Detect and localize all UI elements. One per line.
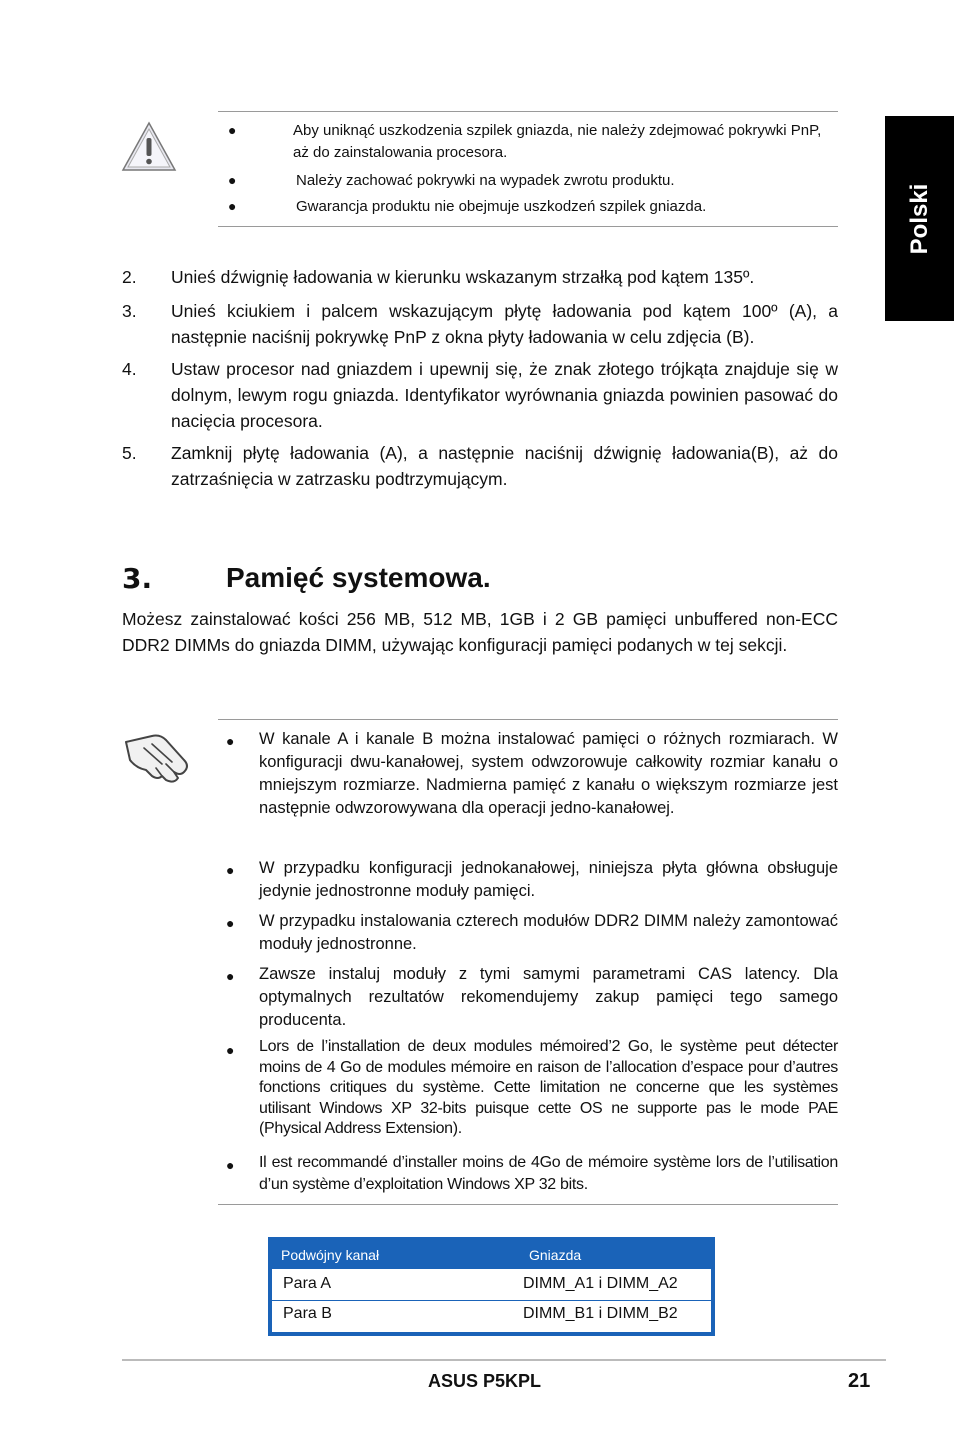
table-header-sockets: Gniazda <box>529 1247 582 1263</box>
note-item: W przypadku instalowania czterech modułów DDR2 DIMM należy zamontować moduły jednostronne. <box>259 912 838 953</box>
note-item: W kanale A i kanale B można instalować pamięci o różnych rozmiarach. W konfiguracji dwu-kanałowej, system odwzorowuje całkowity rozmiar kanału o mniejszym rozmiarze. Nadmierna pamięć z kanału o większym rozmiarze jest następnie odwzorowywana dla operacji jedno-kanałowej. <box>259 730 838 817</box>
table-cell: Para B <box>283 1305 332 1322</box>
table-cell: DIMM_B1 i DIMM_B2 <box>523 1305 678 1322</box>
dimm-table <box>268 1237 715 1336</box>
section-title: Pamięć systemowa. <box>226 562 491 593</box>
page-number: 21 <box>848 1370 871 1392</box>
bullet-dot: ● <box>226 1042 235 1058</box>
bullet-dot: ● <box>228 198 237 214</box>
caution-bullet-3: Gwarancja produktu nie obejmuje uszkodzeń szpilek gniazda. <box>296 198 707 215</box>
section-number: 3. <box>122 562 153 595</box>
note-bottom-rule <box>218 1204 838 1205</box>
step-text: Unieś kciukiem i palcem wskazującym płytę ładowania pod kątem 100º (A), a następnie naciśnij pokrywkę PnP z okna płyty ładowania w celu zdjęcia (B). <box>171 301 838 347</box>
language-tab-label: Polski <box>905 183 933 254</box>
section-intro: Możesz zainstalować kości 256 MB, 512 MB, 1GB i 2 GB pamięci unbuffered non-ECC DDR2 DIMMs do gniazda DIMM, używając konfiguracji pamięci podanych w tej sekcji. <box>122 609 838 655</box>
step-number: 4. <box>122 359 137 379</box>
note-item: Zawsze instaluj moduły z tymi samymi parametrami CAS latency. Dla optymalnych rezultatów rekomendujemy zakup pamięci tego samego producenta. <box>259 965 838 1029</box>
bullet-dot: ● <box>226 1157 235 1173</box>
bullet-dot: ● <box>228 172 237 188</box>
note-item: Il est recommandé d’installer moins de 4Go de mémoire système lors de l’utilisation d’un système d’exploitation Windows XP 32 bits. <box>259 1154 838 1193</box>
table-header-channel: Podwójny kanał <box>281 1247 380 1263</box>
step-number: 5. <box>122 443 137 463</box>
caution-bottom-rule <box>218 226 838 227</box>
note-item: Lors de l’installation de deux modules mémoired’2 Go, le système peut détecter moins de 4 Go de modules mémoire en raison de l’allocation d’espace pour d’autres fonctions critiques du système. Cette limitation ne concerne que les systèmes utilisant Windows XP 32-bits puisque cette OS ne supporte pas le mode PAE (Physical Address Extension). <box>259 1038 838 1137</box>
step-text: Ustaw procesor nad gniazdem i upewnij się, że znak złotego trójkąta znajduje się w dolnym, lewym rogu gniazda. Identyfikator wyrównania gniazda powinien pasować do nacięcia procesora. <box>171 359 838 431</box>
table-row-divider <box>272 1300 711 1301</box>
step-number: 3. <box>122 301 137 321</box>
footer-rule <box>122 1359 886 1361</box>
bullet-dot: ● <box>226 862 235 878</box>
step-text: Unieś dźwignię ładowania w kierunku wskazanym strzałką pod kątem 135º. <box>171 267 755 287</box>
step-text: Zamknij płytę ładowania (A), a następnie naciśnij dźwignię ładowania(B), aż do zatrzaśnięcia w zatrzasku podtrzymującym. <box>171 443 838 489</box>
footer-product-name: ASUS P5KPL <box>428 1371 542 1391</box>
caution-bullet-2: Należy zachować pokrywki na wypadek zwrotu produktu. <box>296 172 675 189</box>
caution-top-rule <box>218 111 838 112</box>
step-number: 2. <box>122 267 137 287</box>
note-top-rule <box>218 719 838 720</box>
bullet-dot: ● <box>226 915 235 931</box>
table-body <box>272 1269 711 1332</box>
bullet-dot: ● <box>226 733 235 749</box>
table-cell: Para A <box>283 1275 332 1292</box>
caution-icon <box>120 120 178 174</box>
bullet-dot: ● <box>228 122 237 138</box>
caution-bullet-1: Aby uniknąć uszkodzenia szpilek gniazda, nie należy zdejmować pokrywki PnP, aż do zainstalowania procesora. <box>293 122 822 161</box>
language-tab <box>885 116 954 321</box>
table-cell: DIMM_A1 i DIMM_A2 <box>523 1275 678 1292</box>
bullet-dot: ● <box>226 968 235 984</box>
note-item: W przypadku konfiguracji jednokanałowej, niniejsza płyta główna obsługuje jedynie jednostronne moduły pamięci. <box>259 859 838 900</box>
pointing-hand-icon <box>122 728 194 784</box>
